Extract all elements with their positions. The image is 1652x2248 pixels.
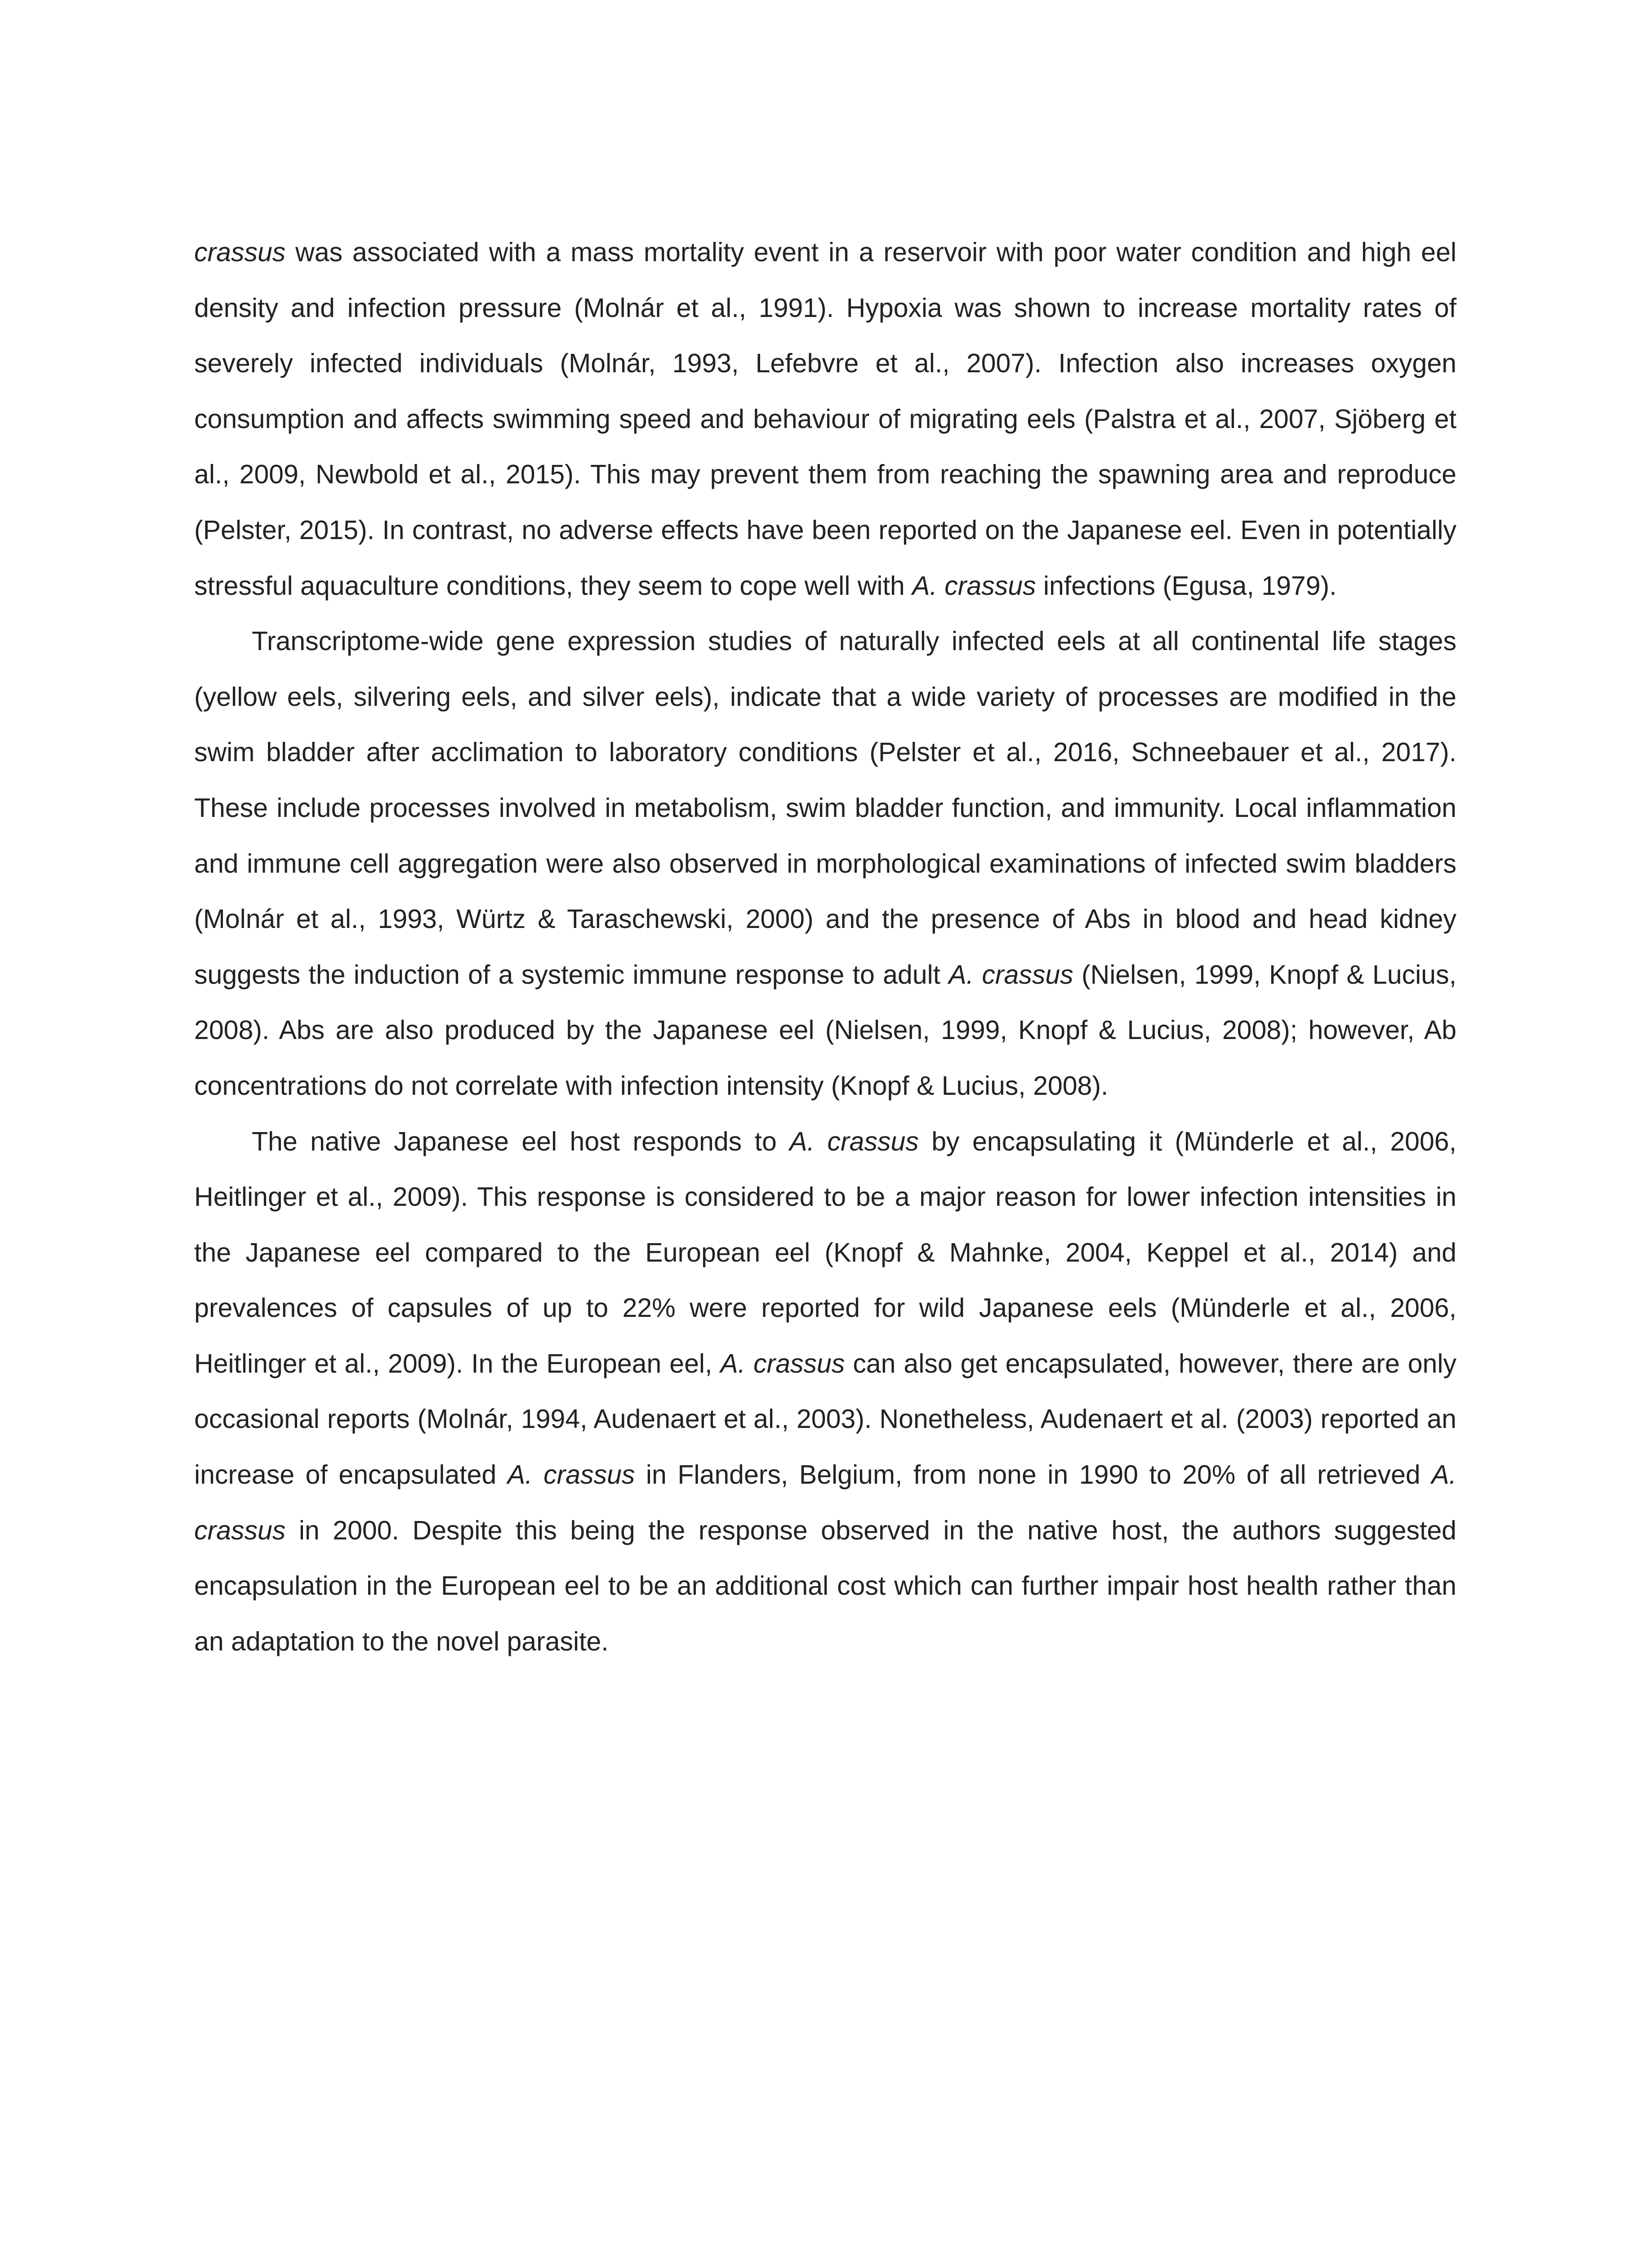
text-run: in Flanders, Belgium, from none in 1990 to 20% of all retrieved (635, 1460, 1432, 1490)
paragraph (194, 225, 1456, 614)
text-run: in 2000. Despite this being the response observed in the native host, the authors suggested encapsulation in the European eel to be an additional cost which can further impair host health rather than an adaptation to the novel parasite. (194, 1515, 1456, 1656)
italic-text: A. crassus (720, 1348, 845, 1378)
text-run: was associated with a mass mortality event in a reservoir with poor water condition and high eel density and infection pressure (Molnár et al., 1991). Hypoxia was shown to increase mortality rates of severely infected individuals (Molnár, 1993, Lefebvre et al., 2007). Infection also increases oxygen consumption and affects swimming speed and behaviour of migrating eels (Palstra et al., 2007, Sjöberg et al., 2009, Newbold et al., 2015). This may prevent them from reaching the spawning area and reproduce (Pelster, 2015). In contrast, no adverse effects have been reported on the Japanese eel. Even in potentially stressful aquaculture conditions, they seem to cope well with (194, 237, 1456, 601)
text-run: by encapsulating it (Münderle et al., 2006, Heitlinger et al., 2009). This response is considered to be a major reason for lower infection intensities in the Japanese eel compared to the European eel (Knopf & Mahnke, 2004, Keppel et al., 2014) and prevalences of capsules of up to 22% were reported for wild Japanese eels (Münderle et al., 2006, Heitlinger et al., 2009). In the European eel, (194, 1126, 1456, 1378)
paragraph (194, 614, 1456, 1114)
text-run: Transcriptome-wide gene expression studies of naturally infected eels at all continental life stages (yellow eels, silvering eels, and silver eels), indicate that a wide variety of processes are modified in the swim bladder after acclimation to laboratory conditions (Pelster et al., 2016, Schneebauer et al., 2017). These include processes involved in metabolism, swim bladder function, and immunity. Local inflammation and immune cell aggregation were also observed in morphological examinations of infected swim bladders (Molnár et al., 1993, Würtz & Taraschewski, 2000) and the presence of Abs in blood and head kidney suggests the induction of a systemic immune response to adult (194, 626, 1456, 990)
text-run: (Nielsen, 1999, Knopf & Lucius, 2008). Abs are also produced by the Japanese eel (Nielsen, 1999, Knopf & Lucius, 2008); however, Ab concentrations do not correlate with infection intensity (Knopf & Lucius, 2008). (194, 959, 1456, 1101)
paragraph (194, 1114, 1456, 1670)
italic-text: A. crassus (789, 1126, 919, 1156)
italic-text: A. crassus (507, 1460, 635, 1490)
text-run: The native Japanese eel host responds to (252, 1126, 790, 1156)
italic-text: crassus (194, 237, 286, 267)
text-run: can also get encapsulated, however, there are only occasional reports (Molnár, 1994, Audenaert et al., 2003). Nonetheless, Audenaert et al. (2003) reported an increase of encapsulated (194, 1348, 1456, 1490)
italic-text: A. crassus (194, 1460, 1456, 1545)
italic-text: A. crassus (948, 959, 1073, 990)
text-run: infections (Egusa, 1979). (1036, 571, 1337, 601)
body-text (194, 225, 1456, 1669)
italic-text: A. crassus (912, 571, 1036, 601)
